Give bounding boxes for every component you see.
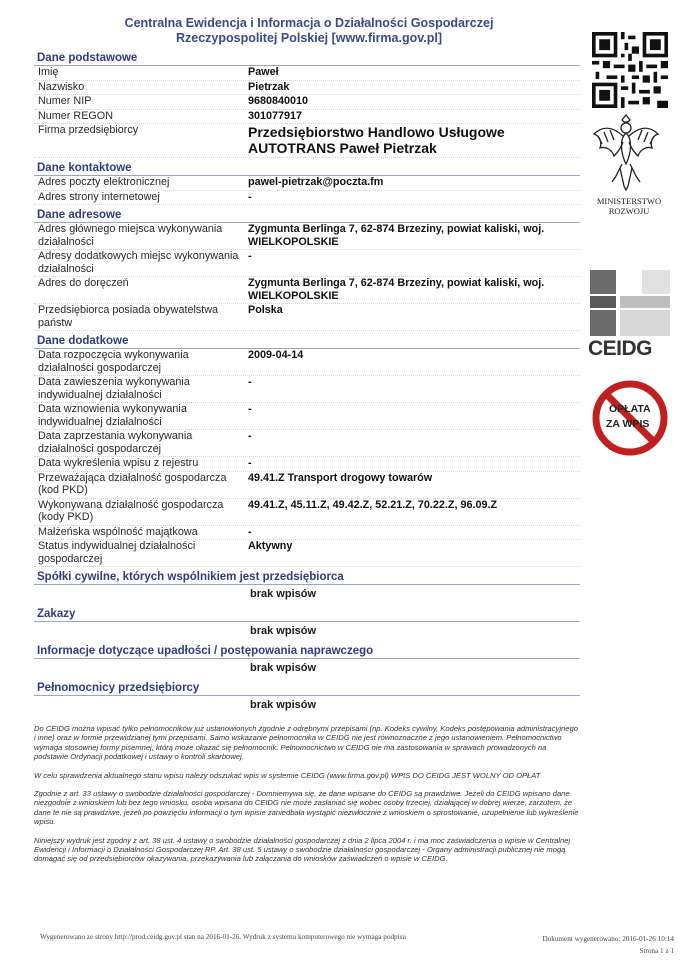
header-title: Centralna Ewidencja i Informacja o Działalności Gospodarczej bbox=[124, 16, 494, 30]
ceidg-wordmark: CEIDG bbox=[588, 337, 653, 360]
legal-notes bbox=[34, 724, 580, 873]
row-website bbox=[34, 191, 580, 206]
field-label: Adres głównego miejsca wykonywania działalności bbox=[38, 223, 223, 248]
field-label: Data zaprzestania wykonywania działalności gospodarczej bbox=[38, 430, 193, 455]
field-value: Paweł bbox=[248, 66, 279, 78]
field-value: Pietrzak bbox=[248, 80, 290, 93]
stamp-label-top: OPŁATA bbox=[609, 403, 651, 415]
row-additional-addresses bbox=[34, 250, 580, 277]
row-main-pkd bbox=[34, 472, 580, 499]
field-value: 2009-04-14 bbox=[248, 349, 304, 361]
field-value: - bbox=[248, 190, 252, 203]
field-label: Numer REGON bbox=[38, 109, 113, 122]
field-label: Data zawieszenia wykonywania indywidualnej działalności bbox=[38, 376, 190, 401]
bans-value: brak wpisów bbox=[250, 625, 317, 637]
footer-page-number: Strona 1 z 1 bbox=[639, 947, 674, 955]
field-label: Data wznowienia wykonywania indywidualnej działalności bbox=[38, 403, 187, 428]
header-subtitle: Rzeczypospolitej Polskiej [www.firma.gov.pl] bbox=[175, 31, 443, 45]
footer-generated-date: Dokument wygenerowano: 2016-01-26 10:14 bbox=[542, 935, 674, 943]
section-title-partnerships: Spółki cywilne, których wspólnikiem jest przedsiębiorca bbox=[34, 569, 580, 585]
row-cessation-date bbox=[34, 430, 580, 457]
note-proxies: Do CEIDG można wpisać tylko pełnomocników już ustanowionych zgodnie z odrębnymi przepisami (np. Kodeks cywilny, Kodeks postępowania administracyjnego i inne) oraz w formie przewidzianej tymi przepisami. Samo wskazanie pełnomocnika w CEIDG nie jest równoznaczne z jego ustanowieniem. Pełnomocnictwo wymaga stosownej formy pisemnej, którą może okazać się pełnomocnik. Pełnomocnictwo w CEIDG nie ma zastosowania w sprawach prowadzonych na podstawie Ordynacji podatkowej i ustawy o kontroli skarbowej. bbox=[34, 724, 578, 762]
field-value: - bbox=[248, 376, 252, 388]
row-company-name bbox=[34, 124, 580, 158]
section-title-bans: Zakazy bbox=[34, 606, 580, 622]
row-delivery-address bbox=[34, 277, 580, 304]
section-title-basic: Dane podstawowe bbox=[34, 50, 580, 66]
field-label: Wykonywana działalność gospodarcza (kody PKD) bbox=[38, 498, 224, 523]
field-label: Przeważająca działalność gospodarcza (kod PKD) bbox=[38, 471, 227, 496]
field-label: Numer NIP bbox=[38, 95, 92, 107]
field-label: Przedsiębiorca posiada obywatelstwa państw bbox=[38, 304, 219, 329]
stamp-label-bottom: ZA WPIS bbox=[606, 418, 650, 430]
section-title-bankruptcy: Informacje dotyczące upadłości / postępowania naprawczego bbox=[34, 643, 580, 659]
row-suspension-date bbox=[34, 376, 580, 403]
row-pkd-codes bbox=[34, 499, 580, 526]
field-label: Adres poczty elektronicznej bbox=[38, 176, 170, 188]
footer-source: Wygenerowano ze strony http://prod.ceidg.gov.pl stan na 2016-01-26. Wydruk z systemu komputerowego nie wymaga podpisu bbox=[40, 933, 407, 941]
row-status bbox=[34, 540, 580, 567]
section-title-additional: Dane dodatkowe bbox=[34, 333, 580, 349]
field-value: - bbox=[248, 525, 252, 538]
partnerships-value: brak wpisów bbox=[250, 588, 317, 600]
polish-eagle-emblem-icon bbox=[590, 112, 662, 192]
field-label: Adresy dodatkowych miejsc wykonywania działalności bbox=[38, 250, 239, 275]
section-title-proxies: Pełnomocnicy przedsiębiorcy bbox=[34, 680, 580, 696]
row-main-address bbox=[34, 223, 580, 250]
field-label: Nazwisko bbox=[38, 80, 85, 93]
field-value: - bbox=[248, 250, 252, 262]
document-header bbox=[40, 16, 578, 46]
note-art38: Niniejszy wydruk jest zgodny z art. 38 ust. 4 ustawy o swobodzie działalności gospodarczej z dnia 2 lipca 2004 r. i ma moc zaświadczenia o wpisie w Centralnej Ewidencji i Informacji o Działalności Gospodarczej RP. Art. 38 ust. 5 ustawy o swobodzie działalności gospodarczej - Organy administracji publicznej nie mogą domagać się od przedsiębiorców okazywania, przekazywania lub załączania do wniosków zaświadczeń o wpisie w CEIDG. bbox=[34, 835, 571, 864]
bankruptcy-value: brak wpisów bbox=[250, 662, 317, 674]
note-art33: Zgodnie z art. 33 ustawy o swobodzie działalności gospodarczej - Domniemywa się, że dane wpisane do CEIDG są prawdziwe. Jeżeli do CEIDG wpisano dane niezgodnie z wnioskiem lub bez tego wniosku, osoba wpisana do CEIDG nie może zasłaniać się wobec osoby trzeciej, działającej w dobrej wierze, zarzutem, że dane te nie są prawdziwe, jeżeli po powzięciu informacji o tym wpisie zaniedbała wystąpić niezwłocznie z wnioskiem o sprostowanie, uzupełnienie lub wykreślenie wpisu. bbox=[34, 789, 579, 827]
field-value: pawel-pietrzak@poczta.fm bbox=[248, 176, 384, 188]
row-email bbox=[34, 176, 580, 191]
field-label: Imię bbox=[38, 66, 59, 78]
field-value: 49.41.Z, 45.11.Z, 49.42.Z, 52.21.Z, 70.22.Z, 96.09.Z bbox=[248, 498, 498, 511]
field-label: Status indywidualnej działalności gospodarczej bbox=[38, 540, 196, 565]
field-value: Zygmunta Berlinga 7, 62-874 Brzeziny, powiat kaliski, woj. WIELKOPOLSKIE bbox=[248, 223, 545, 248]
field-value: Zygmunta Berlinga 7, 62-874 Brzeziny, powiat kaliski, woj. WIELKOPOLSKIE bbox=[248, 277, 545, 302]
field-value: - bbox=[248, 430, 252, 442]
row-nip bbox=[34, 95, 580, 110]
field-label: Małżeńska wspólność majątkowa bbox=[38, 525, 198, 538]
field-label: Data wykreślenia wpisu z rejestru bbox=[38, 457, 199, 469]
row-last-name bbox=[34, 81, 580, 96]
row-removal-date bbox=[34, 457, 580, 472]
field-value: Aktywny bbox=[248, 540, 293, 552]
field-value: Przedsiębiorstwo Handlowo Usługowe AUTOTRANS Paweł Pietrzak bbox=[248, 124, 505, 156]
proxies-value: brak wpisów bbox=[250, 699, 317, 711]
ministry-label: MINISTERSTWO ROZWOJU bbox=[596, 196, 662, 216]
note-verification: W celu sprawdzenia aktualnego stanu wpisu należy odszukać wpis w systemie CEIDG (www.firma.gov.pl) WPIS DO CEIDG JEST WOLNY OD OPŁAT bbox=[34, 770, 541, 780]
field-value: - bbox=[248, 403, 252, 415]
row-resumption-date bbox=[34, 403, 580, 430]
qr-code-icon bbox=[590, 32, 670, 108]
field-value: - bbox=[248, 457, 252, 469]
field-value: 49.41.Z Transport drogowy towarów bbox=[248, 471, 433, 484]
row-first-name bbox=[34, 66, 580, 81]
field-label: Firma przedsiębiorcy bbox=[38, 124, 139, 136]
section-title-contact: Dane kontaktowe bbox=[34, 160, 580, 176]
field-label: Adres strony internetowej bbox=[38, 190, 160, 203]
row-regon bbox=[34, 110, 580, 125]
footer-meta bbox=[542, 933, 674, 957]
field-label: Adres do doręczeń bbox=[38, 277, 129, 289]
section-title-address: Dane adresowe bbox=[34, 207, 580, 223]
row-start-date bbox=[34, 349, 580, 376]
field-label: Data rozpoczęcia wykonywania działalności gospodarczej bbox=[38, 349, 189, 374]
field-value: 301077917 bbox=[248, 109, 303, 122]
field-value: 9680840010 bbox=[248, 95, 309, 107]
registry-content bbox=[34, 48, 580, 715]
row-marital-property bbox=[34, 526, 580, 541]
row-citizenship bbox=[34, 304, 580, 331]
field-value: Polska bbox=[248, 304, 283, 316]
